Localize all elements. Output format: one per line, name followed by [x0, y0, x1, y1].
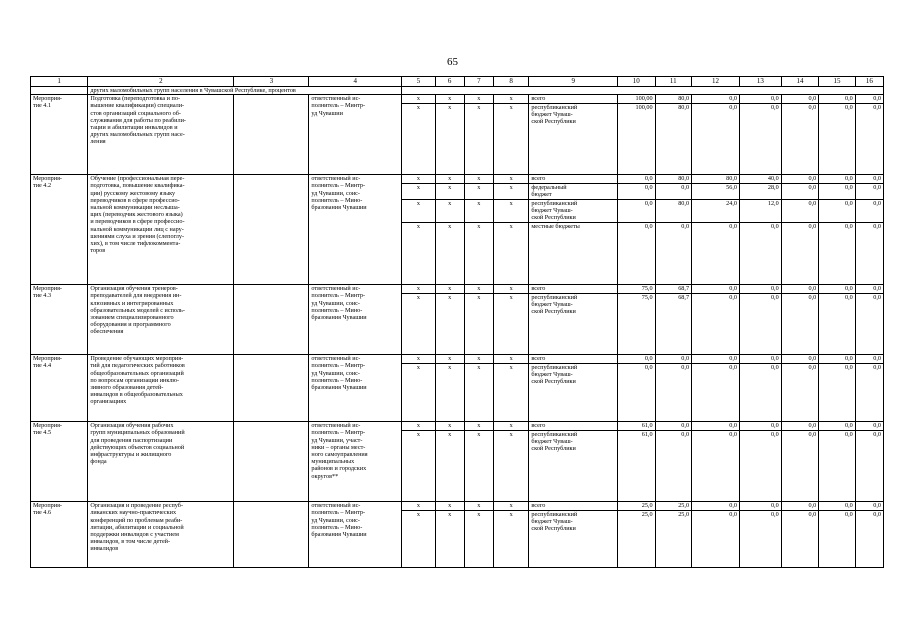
- code-cell: x: [402, 199, 435, 223]
- amount-cell: 0,0: [819, 510, 855, 568]
- amount-cell: 0,0: [855, 293, 883, 355]
- amount-cell: 0,0: [855, 95, 883, 104]
- amount-cell: 0,0: [819, 293, 855, 355]
- funding-source: республиканский бюджет Чуваш- ской Республики: [529, 293, 618, 355]
- code-cell: x: [402, 175, 435, 184]
- code-cell: x: [493, 103, 528, 175]
- code-cell: x: [435, 355, 464, 364]
- measure-number: Мероприя- тие 4.2: [31, 175, 88, 285]
- table-row: [31, 355, 884, 364]
- code-cell: x: [402, 285, 435, 294]
- amount-cell: 0,0: [855, 355, 883, 364]
- column-number: 13: [739, 77, 781, 87]
- code-cell: x: [493, 95, 528, 104]
- amount-cell: 0,0: [618, 223, 656, 285]
- funding-source: федеральный бюджет: [529, 183, 618, 199]
- amount-cell: 25,0: [655, 510, 691, 568]
- amount-cell: 80,0: [655, 95, 691, 104]
- amount-cell: 0,0: [739, 95, 781, 104]
- code-cell: x: [464, 422, 493, 431]
- amount-cell: 0,0: [655, 223, 691, 285]
- code-cell: x: [464, 103, 493, 175]
- measure-number: Мероприя- тие 4.4: [31, 355, 88, 422]
- code-cell: x: [402, 502, 435, 511]
- measure-number: Мероприя- тие 4.5: [31, 422, 88, 502]
- funding-source: всего: [529, 502, 618, 511]
- amount-cell: 0,0: [819, 95, 855, 104]
- code-cell: x: [435, 199, 464, 223]
- column-number: 8: [493, 77, 528, 87]
- amount-cell: 0,0: [739, 223, 781, 285]
- code-cell: x: [435, 175, 464, 184]
- funding-source: всего: [529, 95, 618, 104]
- code-cell: x: [493, 430, 528, 502]
- amount-cell: 0,0: [739, 510, 781, 568]
- measure-description: Проведение обучающих мероприя- тий для педагогических работников общеобразовательных организаций по вопросам организации инклю- зивного образования детей- инвалидов в общеобразовательных организациях: [88, 355, 234, 422]
- intro-row: [31, 87, 884, 95]
- amount-cell: 0,0: [781, 223, 819, 285]
- column-number: 12: [692, 77, 740, 87]
- amount-cell: 0,0: [739, 363, 781, 422]
- amount-cell: 0,0: [739, 103, 781, 175]
- column-number: 15: [819, 77, 855, 87]
- amount-cell: 0,0: [692, 95, 740, 104]
- amount-cell: 0,0: [781, 510, 819, 568]
- amount-cell: 75,0: [618, 285, 656, 294]
- amount-cell: 61,0: [618, 422, 656, 431]
- amount-cell: 0,0: [739, 285, 781, 294]
- responsible-executor: ответственный ис- полнитель – Минтр- уд Чувашии, соис- полнитель – Мино- бразования Чувашии: [309, 285, 402, 355]
- code-cell: x: [435, 422, 464, 431]
- amount-cell: 12,0: [739, 199, 781, 223]
- empty-cell: [234, 285, 309, 355]
- code-cell: x: [493, 502, 528, 511]
- funding-source: республиканский бюджет Чуваш- ской Республики: [529, 199, 618, 223]
- table-row: [31, 175, 884, 184]
- responsible-executor: ответственный ис- полнитель – Минтр- уд Чувашии, участ- ники – органы мест- ного самоуправления муниципальных районов и городских округов**: [309, 422, 402, 502]
- amount-cell: 80,0: [655, 175, 691, 184]
- code-cell: x: [435, 223, 464, 285]
- amount-cell: 0,0: [819, 285, 855, 294]
- measure-description: Обучение (профессиональная пере- подготовка, повышение квалифика- ции) русскому жестовому языку переводчиков в сфере профессио- нальной коммуникации неслыша- щих (переводчик жестового языка) и переводчиков в сфере профессио- нальной коммуникации лиц с нару- шениями слуха и зрения (слепоглу- хих), в том числе тифлокоммента- торов: [88, 175, 234, 285]
- column-number: 1: [31, 77, 88, 87]
- amount-cell: 0,0: [618, 175, 656, 184]
- code-cell: x: [402, 183, 435, 199]
- amount-cell: 0,0: [855, 510, 883, 568]
- responsible-executor: ответственный ис- полнитель – Минтр- уд Чувашии, соис- полнитель – Мино- бразования Чувашии: [309, 175, 402, 285]
- amount-cell: 0,0: [819, 430, 855, 502]
- amount-cell: 0,0: [855, 175, 883, 184]
- code-cell: x: [402, 223, 435, 285]
- amount-cell: 0,0: [855, 223, 883, 285]
- amount-cell: 0,0: [855, 103, 883, 175]
- amount-cell: 0,0: [819, 422, 855, 431]
- table-row: [31, 422, 884, 431]
- measure-description: Организация обучения тренеров- преподавателей для внедрения ин- клюзивных и интегрированных образовательных моделей с исполь- зованием специализированного оборудования и программного обеспечения: [88, 285, 234, 355]
- amount-cell: 0,0: [655, 363, 691, 422]
- code-cell: x: [493, 223, 528, 285]
- amount-cell: 0,0: [739, 422, 781, 431]
- amount-cell: 0,0: [855, 285, 883, 294]
- code-cell: x: [402, 95, 435, 104]
- column-number: 2: [88, 77, 234, 87]
- amount-cell: 80,0: [692, 175, 740, 184]
- amount-cell: 0,0: [692, 422, 740, 431]
- code-cell: x: [464, 175, 493, 184]
- code-cell: x: [464, 355, 493, 364]
- code-cell: x: [464, 502, 493, 511]
- amount-cell: 0,0: [692, 510, 740, 568]
- measure-number: Мероприя- тие 4.6: [31, 502, 88, 568]
- amount-cell: 0,0: [855, 502, 883, 511]
- amount-cell: 0,0: [692, 285, 740, 294]
- amount-cell: 56,0: [692, 183, 740, 199]
- program-table: [30, 76, 884, 568]
- code-cell: x: [435, 363, 464, 422]
- responsible-executor: ответственный ис- полнитель – Минтр- уд Чувашии, соис- полнитель – Мино- бразования Чувашии: [309, 355, 402, 422]
- amount-cell: 0,0: [819, 103, 855, 175]
- amount-cell: 0,0: [655, 183, 691, 199]
- column-number: 14: [781, 77, 819, 87]
- code-cell: x: [435, 285, 464, 294]
- code-cell: x: [493, 355, 528, 364]
- amount-cell: 75,0: [618, 293, 656, 355]
- amount-cell: 0,0: [739, 502, 781, 511]
- amount-cell: 0,0: [618, 199, 656, 223]
- code-cell: x: [464, 199, 493, 223]
- funding-source: всего: [529, 285, 618, 294]
- table-row: [31, 95, 884, 104]
- code-cell: x: [435, 430, 464, 502]
- amount-cell: 25,0: [618, 502, 656, 511]
- amount-cell: 0,0: [781, 285, 819, 294]
- code-cell: x: [402, 355, 435, 364]
- amount-cell: 0,0: [739, 355, 781, 364]
- code-cell: x: [402, 430, 435, 502]
- code-cell: x: [435, 293, 464, 355]
- amount-cell: 0,0: [739, 293, 781, 355]
- amount-cell: 0,0: [781, 183, 819, 199]
- amount-cell: 80,0: [655, 103, 691, 175]
- amount-cell: 100,00: [618, 95, 656, 104]
- amount-cell: 0,0: [692, 430, 740, 502]
- amount-cell: 0,0: [819, 363, 855, 422]
- amount-cell: 0,0: [855, 422, 883, 431]
- amount-cell: 0,0: [781, 95, 819, 104]
- amount-cell: 0,0: [739, 430, 781, 502]
- amount-cell: 0,0: [781, 502, 819, 511]
- code-cell: x: [435, 95, 464, 104]
- column-number: 11: [655, 77, 691, 87]
- amount-cell: 0,0: [692, 363, 740, 422]
- code-cell: x: [493, 183, 528, 199]
- code-cell: x: [402, 510, 435, 568]
- amount-cell: 0,0: [692, 223, 740, 285]
- table-row: [31, 502, 884, 511]
- amount-cell: 0,0: [781, 103, 819, 175]
- funding-source: республиканский бюджет Чуваш- ской Республики: [529, 103, 618, 175]
- amount-cell: 0,0: [781, 293, 819, 355]
- funding-source: республиканский бюджет Чуваш- ской Республики: [529, 430, 618, 502]
- amount-cell: 100,00: [618, 103, 656, 175]
- funding-source: местные бюджеты: [529, 223, 618, 285]
- table-row: [31, 285, 884, 294]
- code-cell: x: [402, 103, 435, 175]
- amount-cell: 0,0: [819, 183, 855, 199]
- code-cell: x: [402, 293, 435, 355]
- code-cell: x: [464, 285, 493, 294]
- code-cell: x: [493, 293, 528, 355]
- empty-cell: [234, 175, 309, 285]
- column-number: 3: [234, 77, 309, 87]
- funding-source: всего: [529, 355, 618, 364]
- empty-cell: [234, 422, 309, 502]
- funding-source: республиканский бюджет Чуваш- ской Республики: [529, 510, 618, 568]
- amount-cell: 0,0: [618, 183, 656, 199]
- amount-cell: 0,0: [819, 223, 855, 285]
- amount-cell: 0,0: [692, 355, 740, 364]
- amount-cell: 68,7: [655, 285, 691, 294]
- empty-cell: [234, 95, 309, 175]
- amount-cell: 0,0: [855, 183, 883, 199]
- amount-cell: 0,0: [855, 199, 883, 223]
- amount-cell: 0,0: [655, 422, 691, 431]
- code-cell: x: [435, 510, 464, 568]
- code-cell: x: [464, 223, 493, 285]
- code-cell: x: [493, 285, 528, 294]
- amount-cell: 68,7: [655, 293, 691, 355]
- column-number: 16: [855, 77, 883, 87]
- code-cell: x: [464, 95, 493, 104]
- amount-cell: 80,0: [655, 199, 691, 223]
- amount-cell: 61,0: [618, 430, 656, 502]
- empty-cell: [234, 502, 309, 568]
- amount-cell: 0,0: [855, 430, 883, 502]
- responsible-executor: ответственный ис- полнитель – Минтр- уд Чувашии: [309, 95, 402, 175]
- amount-cell: 0,0: [692, 103, 740, 175]
- code-cell: x: [464, 430, 493, 502]
- amount-cell: 28,0: [739, 183, 781, 199]
- amount-cell: 0,0: [692, 502, 740, 511]
- code-cell: x: [402, 422, 435, 431]
- amount-cell: 0,0: [655, 355, 691, 364]
- amount-cell: 24,0: [692, 199, 740, 223]
- amount-cell: 25,0: [655, 502, 691, 511]
- code-cell: x: [435, 183, 464, 199]
- code-cell: x: [435, 103, 464, 175]
- amount-cell: 0,0: [855, 363, 883, 422]
- code-cell: x: [435, 502, 464, 511]
- funding-source: всего: [529, 175, 618, 184]
- amount-cell: 0,0: [781, 355, 819, 364]
- amount-cell: 0,0: [781, 430, 819, 502]
- page-number: 65: [447, 56, 458, 68]
- measure-number: Мероприя- тие 4.1: [31, 95, 88, 175]
- empty-cell: [234, 355, 309, 422]
- code-cell: x: [493, 175, 528, 184]
- responsible-executor: ответственный ис- полнитель – Минтр- уд Чувашии, соис- полнитель – Мино- бразования Чувашии: [309, 502, 402, 568]
- code-cell: x: [493, 422, 528, 431]
- funding-source: республиканский бюджет Чуваш- ской Республики: [529, 363, 618, 422]
- funding-source: всего: [529, 422, 618, 431]
- amount-cell: 0,0: [819, 175, 855, 184]
- code-cell: x: [493, 363, 528, 422]
- column-number: 9: [529, 77, 618, 87]
- measure-number: Мероприя- тие 4.3: [31, 285, 88, 355]
- code-cell: x: [402, 363, 435, 422]
- amount-cell: 0,0: [692, 293, 740, 355]
- code-cell: x: [493, 510, 528, 568]
- code-cell: x: [464, 183, 493, 199]
- amount-cell: 0,0: [655, 430, 691, 502]
- amount-cell: 0,0: [781, 363, 819, 422]
- code-cell: x: [464, 363, 493, 422]
- column-number: 6: [435, 77, 464, 87]
- amount-cell: 0,0: [618, 363, 656, 422]
- measure-description: Организация обучения рабочих групп муниципальных образований для проведения паспортизации действующих объектов социальной инфраструктуры и жилищного фонда: [88, 422, 234, 502]
- amount-cell: 0,0: [781, 422, 819, 431]
- column-number: 4: [309, 77, 402, 87]
- amount-cell: 0,0: [819, 199, 855, 223]
- amount-cell: 0,0: [618, 355, 656, 364]
- code-cell: x: [464, 293, 493, 355]
- amount-cell: 0,0: [819, 502, 855, 511]
- measure-description: Организация и проведение респуб- ликанских научно-практических конференций по проблемам реаби- литации, абилитации и социальной поддержки инвалидов с участием инвалидов, в том числе детей- инвалидов: [88, 502, 234, 568]
- code-cell: x: [493, 199, 528, 223]
- intro-text: других маломобильных групп населения в Чувашской Республике, процентов: [88, 87, 402, 95]
- code-cell: x: [464, 510, 493, 568]
- column-number: 10: [618, 77, 656, 87]
- amount-cell: 0,0: [781, 175, 819, 184]
- amount-cell: 0,0: [819, 355, 855, 364]
- column-number: 7: [464, 77, 493, 87]
- amount-cell: 25,0: [618, 510, 656, 568]
- amount-cell: 40,0: [739, 175, 781, 184]
- measure-description: Подготовка (переподготовка и по- вышение квалификации) специали- стов организаций социального об- служивания для работы по реабили- тации и абилитации инвалидов и других маломобильных групп насе- ления: [88, 95, 234, 175]
- amount-cell: 0,0: [781, 199, 819, 223]
- column-number-row: [31, 77, 884, 87]
- column-number: 5: [402, 77, 435, 87]
